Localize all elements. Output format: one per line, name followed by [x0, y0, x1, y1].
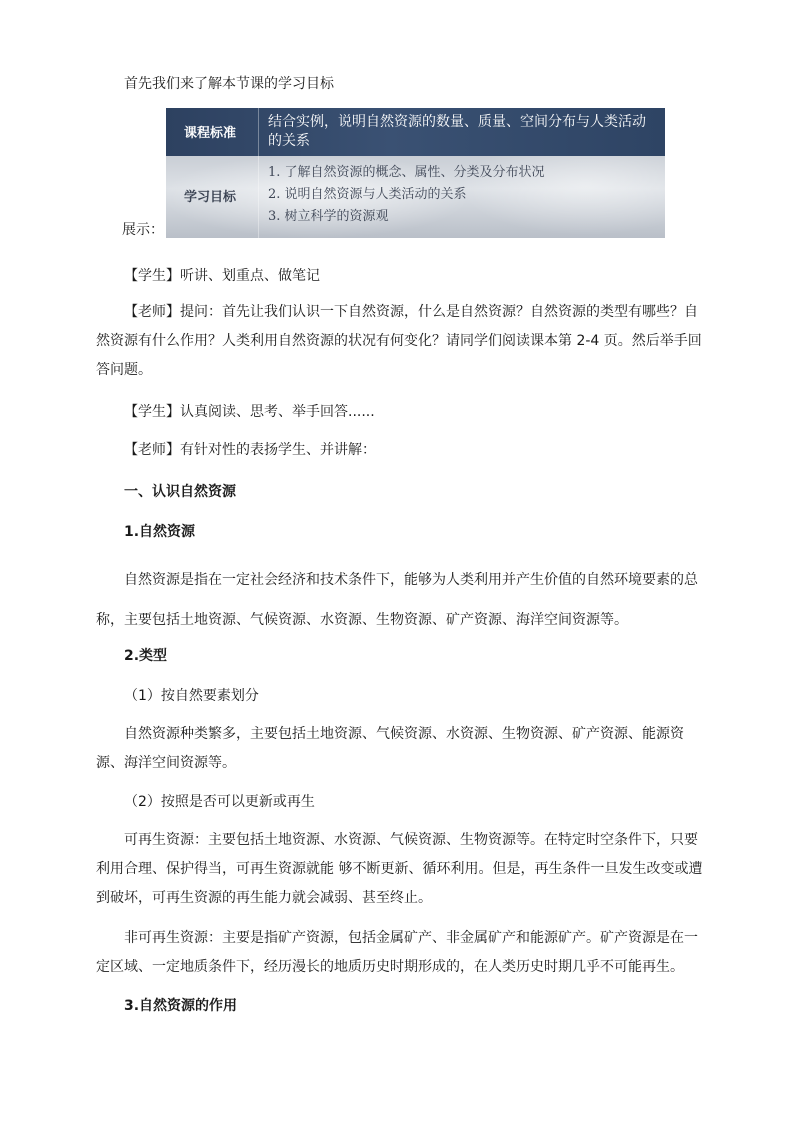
- standard-label: 课程标准: [184, 126, 237, 141]
- banner-row-goals: [166, 156, 665, 238]
- classification-1-heading: （1）按自然要素划分: [124, 688, 259, 704]
- goals-figure: [122, 108, 682, 240]
- teacher-line-1: 【老师】提问：首先让我们认识一下自然资源，什么是自然资源？自然资源的类型有哪些？自然资源有什么作用？人类利用自然资源的状况有何变化？请同学们阅读课本第 2-4 页。然后举手回答问题。: [96, 304, 702, 378]
- subheading-role: 3.自然资源的作用: [124, 998, 238, 1014]
- goals-list: [268, 162, 658, 228]
- show-label: 展示：: [122, 222, 164, 238]
- section-heading-1: 一、认识自然资源: [124, 484, 236, 500]
- student-line-1: 【学生】听讲、划重点、做笔记: [124, 268, 320, 284]
- subheading-natural-resources: 1.自然资源: [124, 524, 196, 540]
- goal-item: 3. 树立科学的资源观: [268, 209, 389, 224]
- standard-text: 结合实例，说明自然资源的数量、质量、空间分布与人类活动的关系: [268, 114, 646, 149]
- goals-label: 学习目标: [184, 190, 237, 205]
- banner-divider: [258, 108, 259, 238]
- intro-text: 首先我们来了解本节课的学习目标: [124, 76, 334, 92]
- classification-2-heading: （2）按照是否可以更新或再生: [124, 794, 315, 810]
- banner-row-standard: [166, 108, 665, 156]
- goal-item: 2. 说明自然资源与人类活动的关系: [268, 187, 467, 202]
- teacher-line-2: 【老师】有针对性的表扬学生、并讲解：: [124, 442, 376, 458]
- subheading-types: 2.类型: [124, 648, 168, 664]
- goal-item: 1. 了解自然资源的概念、属性、分类及分布状况: [268, 165, 545, 180]
- definition-paragraph: 自然资源是指在一定社会经济和技术条件下，能够为人类利用并产生价值的自然环境要素的总称，主要包括土地资源、气候资源、水资源、生物资源、矿产资源、海洋空间资源等。: [96, 572, 698, 628]
- classification-1-text: 自然资源种类繁多，主要包括土地资源、气候资源、水资源、生物资源、矿产资源、能源资源、海洋空间资源等。: [96, 726, 684, 771]
- renewable-paragraph: 可再生资源：主要包括土地资源、水资源、气候资源、生物资源等。在特定时空条件下，只要利用合理、保护得当，可再生资源就能 够不断更新、循环利用。但是，再生条件一旦发生改变或遭到破坏，可再生资源的再生能力就会减弱、甚至终止。: [96, 832, 703, 906]
- nonrenewable-paragraph: 非可再生资源：主要是指矿产资源，包括金属矿产、非金属矿产和能源矿产。矿产资源是在一定区域、一定地质条件下，经历漫长的地质历史时期形成的，在人类历史时期几乎不可能再生。: [96, 930, 698, 975]
- goals-banner: [166, 108, 665, 238]
- student-line-2: 【学生】认真阅读、思考、举手回答......: [124, 404, 375, 420]
